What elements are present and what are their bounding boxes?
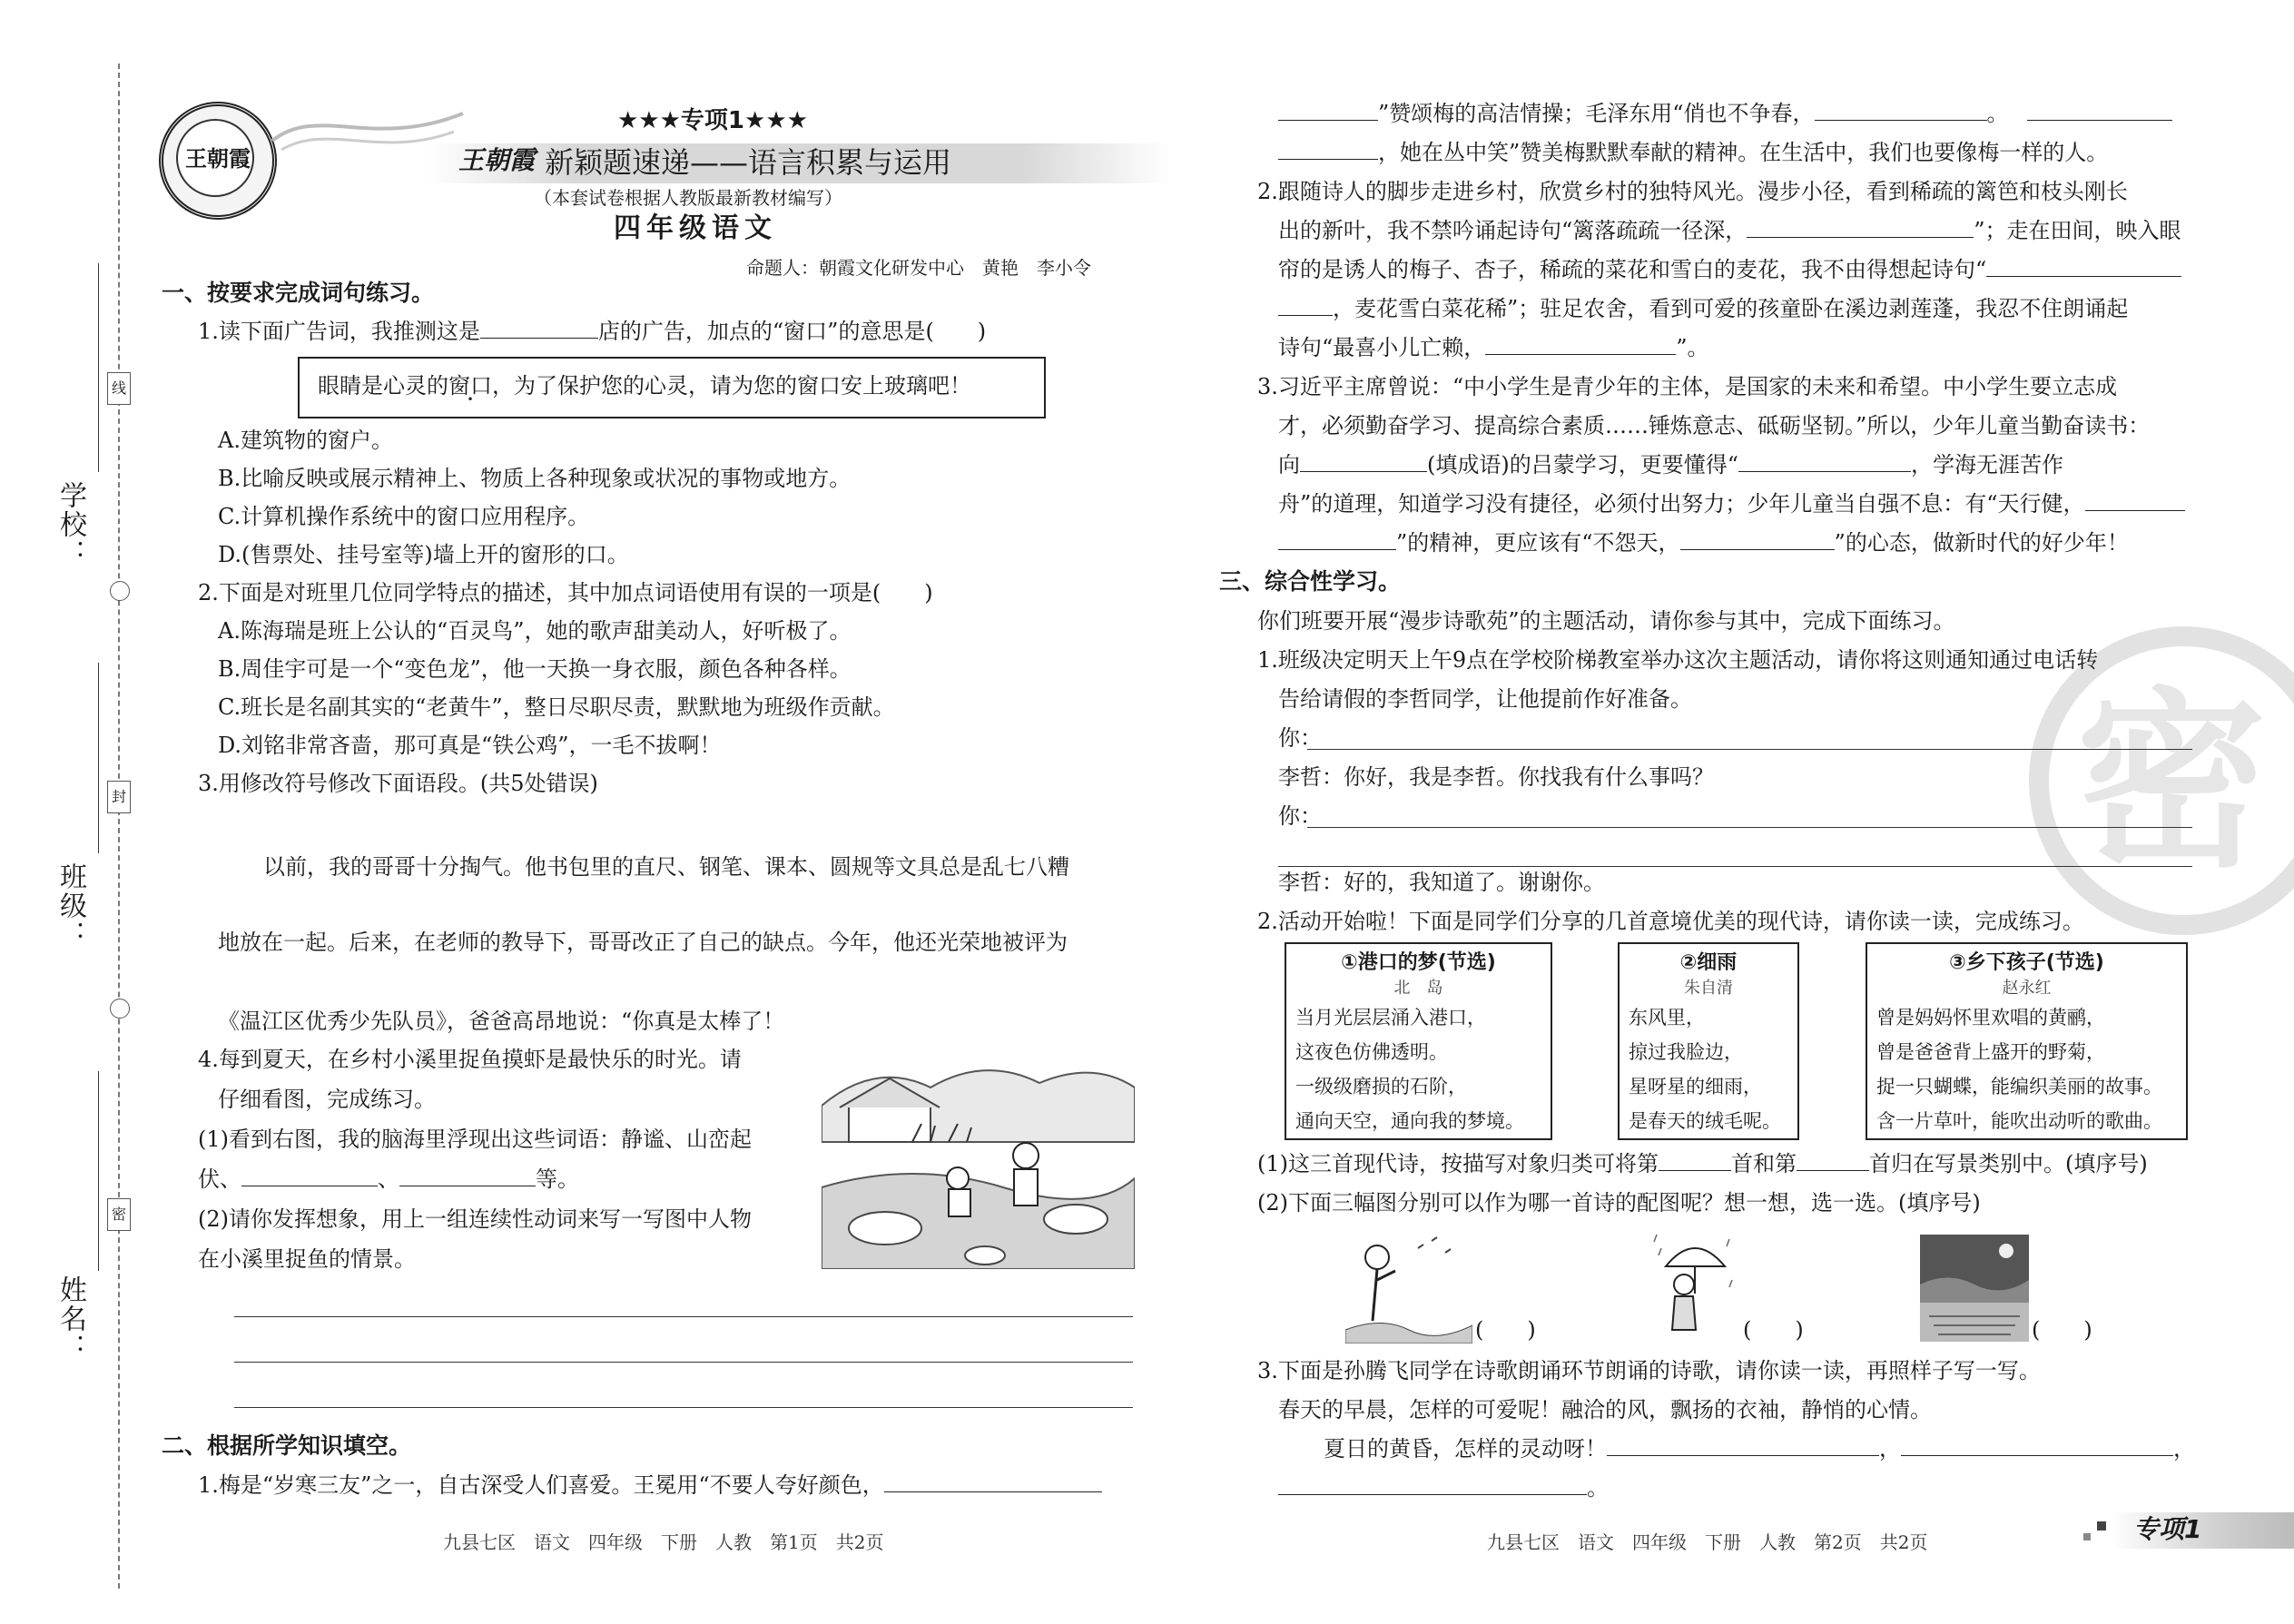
dialog-line-2[interactable]: [1307, 827, 2192, 828]
r1-line1: ”赞颂梅的高洁情操；毛泽东用“俏也不争春， 。: [1278, 100, 2172, 127]
poem-2-line: 掠过我脸边，: [1629, 1041, 1743, 1063]
answer-line-1[interactable]: [234, 1316, 1133, 1317]
q4-1-line1: (1)看到右图，我的脑海里浮现出这些词语：静谧、山峦起: [198, 1127, 752, 1152]
dialog-lizhe-2: 李哲：好的，我知道了。谢谢你。: [1278, 870, 1605, 895]
s3-q2-stem: 2.活动开始啦！下面是同学们分享的几首意境优美的现代诗，请你读一读，完成练习。: [1257, 909, 2084, 934]
r2-line2: 出的新叶，我不禁吟诵起诗句“篱落疏疏一径深， ”；走在田间，映入眼: [1278, 218, 2181, 243]
q4-blank-1[interactable]: [241, 1166, 378, 1186]
poem-1-line: 当月光层层涌入港口，: [1295, 1007, 1486, 1029]
q3-paragraph-line1: 以前，我的哥哥十分掏气。他书包里的直尺、钢笔、课本、圆规等文具总是乱七八糟: [263, 854, 1069, 880]
topic-stars: ★★★专项1★★★: [617, 107, 808, 134]
s3-q1-line1: 1.班级决定明天上午9点在学校阶梯教室举办这次主题活动，请你将这则通知通过电话转: [1257, 647, 2099, 673]
q1-option-c[interactable]: C.计算机操作系统中的窗口应用程序。: [218, 504, 590, 529]
picture-harbor-night: [1920, 1235, 2029, 1342]
dialog-you-1: 你：: [1278, 725, 1322, 751]
r3-line4: 舟”的道理，知道学习没有捷径，必须付出努力；少年儿童当自强不息：有“天行健，: [1278, 490, 2185, 517]
binding-tag-line: 线: [107, 372, 131, 405]
poem-2-line: 东风里，: [1629, 1007, 1705, 1029]
subtitle: （本套试卷根据人教版最新教材编写）: [534, 187, 842, 209]
logo-seal: [159, 102, 277, 220]
binding-dashed-line: [118, 64, 120, 1589]
poem-1-author: 北 岛: [1393, 979, 1443, 998]
s2-q1-blank-1[interactable]: [884, 1471, 1102, 1492]
s3-q3-blank-2[interactable]: [1901, 1435, 2173, 1456]
r3-blank-1[interactable]: [1300, 451, 1427, 472]
s3-q2-1: (1)这三首现代诗，按描写对象归类可将第 首和第 首归在写景类别中。(填序号): [1257, 1151, 2148, 1176]
r2-line1: 2.跟随诗人的脚步走进乡村，欣赏乡村的独特风光。漫步小径，看到稀疏的篱笆和枝头刚长: [1257, 179, 2128, 204]
q2-option-b[interactable]: B.周佳宇可是一个“变色龙”，他一天换一身衣服，颜色各种各样。: [218, 656, 852, 682]
s3-q3-blank-1[interactable]: [1607, 1435, 1879, 1456]
s3-q3-blank-3[interactable]: [1278, 1474, 1587, 1495]
r2-blank-2[interactable]: [1986, 256, 2181, 277]
corner-square: [2097, 1521, 2106, 1530]
poem-2-title: ②细雨: [1679, 951, 1738, 974]
r3-blank-3[interactable]: [2085, 490, 2185, 511]
q1-blank[interactable]: [480, 318, 598, 339]
q1-stem: 1.读下面广告词，我推测这是 店的广告，加点的“窗口”的意思是( ): [198, 319, 987, 344]
footer-right: 九县七区 语文 四年级 下册 人教 第2页 共2页: [1487, 1531, 1928, 1553]
q1-option-b[interactable]: B.比喻反映或展示精神上、物质上各种现象或状况的事物或地方。: [218, 466, 852, 491]
corner-topic: 专项1: [2133, 1514, 2202, 1544]
section-2-heading: 二、根据所学知识填空。: [162, 1432, 412, 1459]
dialog-line-3[interactable]: [1278, 866, 2192, 867]
title-brand: 王朝霞: [458, 145, 536, 175]
r2-blank-1[interactable]: [1747, 217, 1974, 238]
answer-line-2[interactable]: [234, 1362, 1133, 1363]
grade-subject: 四年级语文: [614, 212, 777, 244]
picture-1-answer[interactable]: ( ): [1475, 1317, 1536, 1343]
r1-blank-1[interactable]: [1278, 100, 1378, 121]
r3-line1: 3.习近平主席曾说：“中小学生是青少年的主体，是国家的未来和希望。中小学生要立志成: [1257, 374, 2118, 399]
s3-q3-example: 春天的早晨，怎样的可爱呢！融洽的风，飘扬的衣袖，静悄的心情。: [1278, 1397, 1932, 1422]
poem-1-line: 通向天空，通向我的梦境。: [1295, 1110, 1524, 1132]
binding-circle: [110, 581, 130, 601]
poem-3-line: 曾是爸爸背上盛开的野菊，: [1876, 1041, 2105, 1063]
poem-3-line: 含一片草叶，能吹出动听的歌曲。: [1876, 1110, 2162, 1132]
s3-intro: 你们班要开展“漫步诗歌苑”的主题活动，请你参与其中，完成下面练习。: [1257, 608, 1955, 634]
s3-q1-line2: 告给请假的李哲同学，让他提前作好准备。: [1278, 686, 1692, 712]
picture-boy-field: [1345, 1230, 1472, 1343]
poem-box-1: [1285, 942, 1552, 1140]
dialog-line-1[interactable]: [1307, 749, 2192, 750]
s3-q3-answer-line2: 。: [1278, 1474, 1609, 1501]
r1-blank-2[interactable]: [1815, 100, 1987, 121]
picture-child-umbrella: [1652, 1225, 1738, 1343]
q1-option-d[interactable]: D.(售票处、挂号室等)墙上开的窗形的口。: [218, 542, 629, 567]
q4-2-line1: (2)请你发挥想象，用上一组连续性动词来写一写图中人物: [198, 1206, 752, 1232]
binding-tag-seal: 封: [107, 781, 131, 813]
s3-q2-2: (2)下面三幅图分别可以作为哪一首诗的配图呢？想一想，选一选。(填序号): [1257, 1190, 1981, 1216]
binding-circle: [110, 999, 130, 1019]
poem-class-blank-2[interactable]: [1797, 1150, 1869, 1171]
q4-2-line2: 在小溪里捉鱼的情景。: [198, 1246, 416, 1272]
r3-line5: ”的精神，更应该有“不怨天， ”的心态，做新时代的好少年！: [1278, 529, 2129, 556]
r2-blank-3[interactable]: [1278, 295, 1333, 316]
picture-3-answer[interactable]: ( ): [2032, 1317, 2092, 1343]
binding-tag-dense: 密: [107, 1198, 131, 1231]
poem-3-line: 曾是妈妈怀里欢唱的黄鹂，: [1876, 1007, 2105, 1029]
q1-option-a[interactable]: A.建筑物的窗户。: [218, 428, 393, 453]
poem-box-3: [1866, 942, 2188, 1140]
poem-3-title: ③乡下孩子(节选): [1949, 951, 2104, 974]
q2-option-c[interactable]: C.班长是名副其实的“老黄牛”，整日尽职尽责，默默地为班级作贡献。: [218, 694, 895, 720]
dialog-you-2: 你：: [1278, 803, 1322, 829]
r3-line2: 才，必须勤奋学习、提高综合素质……锤炼意志、砥砺坚韧。”所以，少年儿童当勤奋读书：: [1278, 413, 2151, 438]
page-title: 新颖题速递——语言积累与运用: [545, 145, 952, 180]
name-label: 姓名：: [54, 1275, 86, 1363]
r2-line4: ，麦花雪白菜花稀”；驻足农舍，看到可爱的孩童卧在溪边剥莲蓬，我忍不住朗诵起: [1278, 295, 2128, 322]
poem-box-2: [1618, 942, 1799, 1140]
class-field[interactable]: [98, 663, 99, 853]
r2-line3: 帘的是诱人的梅子、杏子，稀疏的菜花和雪白的麦花，我不由得想起诗句“: [1278, 256, 2181, 283]
r3-blank-4[interactable]: [1278, 529, 1396, 550]
r1-blank-4[interactable]: [1278, 139, 1378, 160]
section-1-heading: 一、按要求完成词句练习。: [162, 280, 435, 306]
q3-paragraph-line3: 《温江区优秀少先队员》，爸爸高昂地说：“你真是太棒了！: [218, 1009, 785, 1034]
r3-blank-5[interactable]: [1680, 529, 1835, 550]
r3-line3: 向 (填成语)的吕蒙学习，更要懂得“ ，学海无涯苦作: [1278, 452, 2063, 477]
corner-square: [2083, 1533, 2091, 1540]
poem-1-line: 这夜色仿佛透明。: [1295, 1041, 1448, 1063]
r2-line5: 诗句“最喜小儿亡赖， ”。: [1278, 335, 1709, 360]
ad-dotted-word: 窗口: [448, 373, 492, 399]
s3-q3-answer-line1: 夏日的黄昏，怎样的灵动呀！ ， ，: [1324, 1436, 2195, 1462]
answer-line-3[interactable]: [234, 1407, 1133, 1408]
s3-q3-stem: 3.下面是孙腾飞同学在诗歌朗诵环节朗诵的诗歌，请你读一读，再照样子写一写。: [1257, 1358, 2041, 1383]
dialog-lizhe-1: 李哲：你好，我是李哲。你找我有什么事吗？: [1278, 764, 1714, 790]
q2-option-d[interactable]: D.刘铭非常吝啬，那可真是“铁公鸡”，一毛不拔啊！: [218, 733, 722, 758]
poem-class-blank-1[interactable]: [1659, 1150, 1731, 1171]
poem-2-line: 星呀星的细雨，: [1629, 1076, 1762, 1097]
name-field[interactable]: [98, 1071, 99, 1271]
q2-option-a[interactable]: A.陈海瑞是班上公认的“百灵鸟”，她的歌声甜美动人，好听极了。: [218, 618, 852, 644]
q4-blank-2[interactable]: [399, 1166, 536, 1186]
poem-3-line: 捉一只蝴蝶，能编织美丽的故事。: [1876, 1076, 2162, 1097]
q2-stem: 2.下面是对班里几位同学特点的描述，其中加点词语使用有误的一项是( ): [198, 580, 933, 605]
q4-stem-line1: 4.每到夏天，在乡村小溪里捉鱼摸虾是最快乐的时光。请: [198, 1047, 742, 1072]
poem-2-line: 是春天的绒毛呢。: [1629, 1110, 1781, 1132]
q3-stem: 3.用修改符号修改下面语段。(共5处错误): [198, 771, 598, 796]
ad-text: 眼睛是心灵的窗口，为了保护您的心灵，请为您的窗口安上玻璃吧！: [318, 373, 971, 399]
class-label: 班级：: [54, 862, 86, 950]
authors: 命题人：朝霞文化研发中心 黄艳 李小令: [746, 257, 1091, 279]
stream-fishing-illustration: [822, 1051, 1135, 1269]
school-label: 学校：: [54, 481, 86, 568]
q4-stem-line2: 仔细看图，完成练习。: [218, 1087, 436, 1112]
poem-1-line: 一级级磨损的石阶，: [1295, 1076, 1467, 1097]
s2-q1-stem: 1.梅是“岁寒三友”之一，自古深受人们喜爱。王冕用“不要人夸好颜色，: [198, 1471, 1102, 1499]
q3-paragraph-line2: 地放在一起。后来，在老师的教导下，哥哥改正了自己的缺点。今年，他还光荣地被评为: [218, 930, 1068, 955]
section-3-heading: 三、综合性学习。: [1219, 568, 1402, 595]
poem-2-author: 朱自清: [1684, 979, 1733, 998]
poem-3-author: 赵永红: [2002, 979, 2052, 998]
r1-line2: ，她在丛中笑”赞美梅默默奉献的精神。在生活中，我们也要像梅一样的人。: [1278, 139, 2108, 166]
poem-1-title: ①港口的梦(节选): [1341, 951, 1496, 974]
school-field[interactable]: [98, 263, 99, 472]
r3-blank-2[interactable]: [1738, 451, 1911, 472]
r1-blank-3[interactable]: [2027, 100, 2172, 121]
footer-left: 九县七区 语文 四年级 下册 人教 第1页 共2页: [443, 1531, 884, 1553]
r2-blank-4[interactable]: [1485, 334, 1676, 355]
logo-text: 王朝霞: [185, 145, 251, 172]
watermark-char: 密: [2076, 671, 2268, 893]
q4-1-line2: 伏、 、 等。: [198, 1166, 579, 1192]
picture-2-answer[interactable]: ( ): [1743, 1317, 1804, 1343]
